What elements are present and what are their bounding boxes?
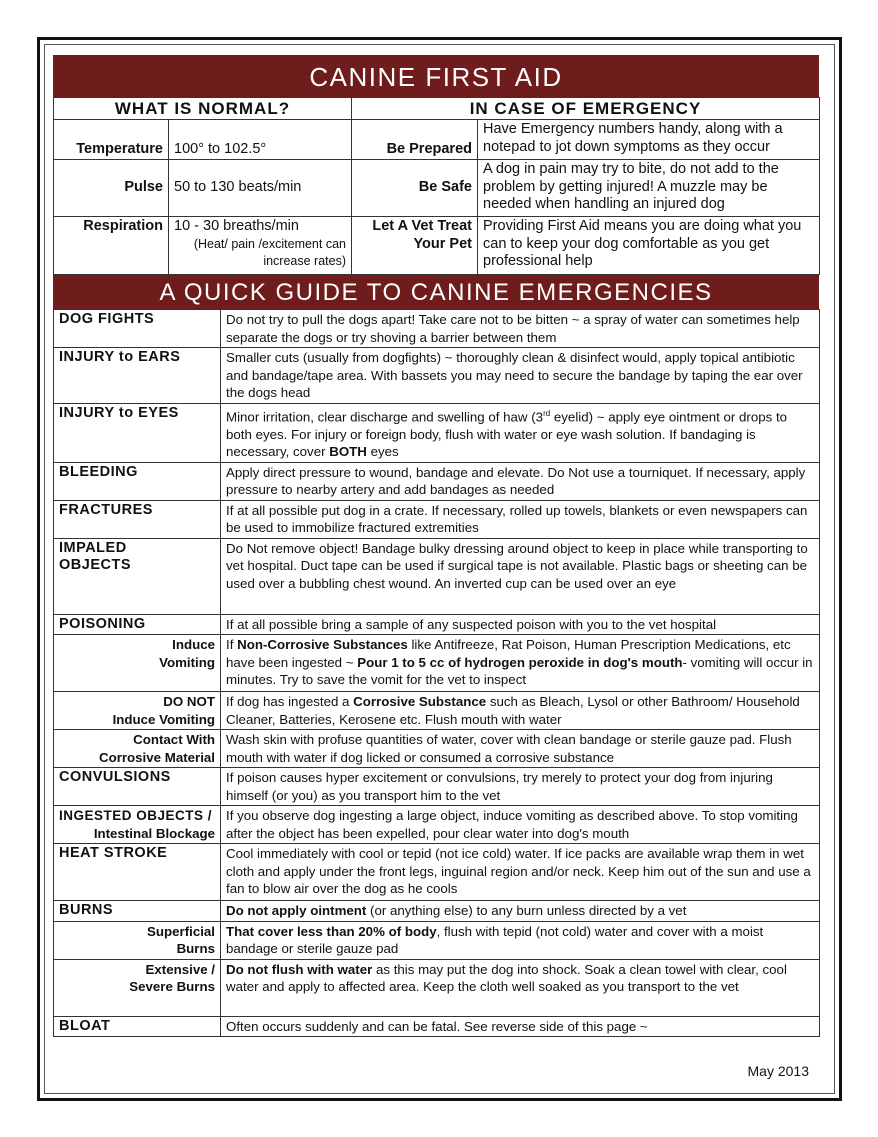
guide-label-line: INGESTED OBJECTS /	[59, 808, 213, 824]
guide-label: POISONING	[54, 614, 221, 635]
guide-label: HEAT STROKE	[54, 844, 221, 901]
guide-text: Do not try to pull the dogs apart! Take care not to be bitten ~ a spray of water can sometimes help separate the dogs or try shoving a barrier between them	[221, 310, 820, 348]
guide-text-part: , flush with tepid (not cold) water and cover with a moist bandage or sterile gauze pad	[226, 923, 764, 957]
guide-label: INJURY to EYES	[54, 404, 221, 463]
guide-text-bold: Do not apply ointment	[226, 903, 367, 919]
guide-text-part: If	[226, 637, 238, 653]
emergency-label: Be Safe	[352, 160, 478, 217]
guide-text-part: eyes	[366, 444, 399, 460]
guide-text-part: - vomiting will occur in minutes. Try to save the vomit for the vet to inspect	[226, 654, 813, 688]
normal-header: WHAT IS NORMAL?	[54, 98, 352, 120]
vital-value: 10 - 30 breaths/min	[174, 218, 299, 234]
guide-text-bold: Do not flush with water	[226, 961, 373, 977]
guide-label: BURNS	[54, 901, 221, 922]
guide-text	[221, 404, 820, 463]
guide-text	[221, 959, 820, 1016]
guide-label: BLEEDING	[54, 462, 221, 500]
emergency-text: Have Emergency numbers handy, along with a notepad to jot down symptoms as they occur	[478, 120, 820, 160]
vital-value: 50 to 130 beats/min	[169, 160, 352, 217]
guide-text: Smaller cuts (usually from dogfights) ~ thoroughly clean & disinfect would, apply topical antibiotic and bandage/tape area. With bassets you may need to secure the bandage by taping the ear over the dogs head	[221, 348, 820, 404]
guide-sublabel: Superficial Burns	[54, 921, 221, 959]
vital-cell	[169, 217, 352, 275]
guide-text	[221, 692, 820, 730]
guide-text-bold: Non-Corrosive Substances	[237, 637, 408, 653]
guide-text-part: Minor irritation, clear discharge and swelling of haw (3	[226, 409, 544, 425]
guide-text: If at all possible put dog in a crate. If necessary, rolled up towels, blankets or even newspapers can be used to immobilize fractured extremities	[221, 500, 820, 538]
vital-value: 100° to 102.5°	[169, 120, 352, 160]
guide-text	[221, 635, 820, 692]
guide-label: INJURY to EARS	[54, 348, 221, 404]
guide-text-part: eyelid) ~ apply eye ointment or drops to both eyes. For injury or foreign body, flush with water or eye wash solution. If bandaging is necessary, cover	[226, 409, 788, 460]
guide-label: IMPALED OBJECTS	[54, 538, 221, 614]
guide-label: CONVULSIONS	[54, 768, 221, 806]
guide-title: A QUICK GUIDE TO CANINE EMERGENCIES	[53, 275, 819, 309]
emergency-header: IN CASE OF EMERGENCY	[352, 98, 820, 120]
guide-text-part: If dog has ingested a	[226, 694, 354, 710]
guide-text: If poison causes hyper excitement or convulsions, try merely to protect your dog from injuring himself (or you) as you transport him to the vet	[221, 768, 820, 806]
guide-label	[54, 806, 221, 844]
guide-text: Do Not remove object! Bandage bulky dressing around object to keep in place while transporting to vet hospital. Duct tape can be used if surgical tape is not available. Plastic bags or sheeting can be used over a bubbling chest wound. An inverted cup can be used over an eye	[221, 538, 820, 614]
guide-sublabel	[54, 692, 221, 730]
emergency-guide-table	[53, 309, 820, 1037]
guide-text: Apply direct pressure to wound, bandage and elevate. Do Not use a tourniquet. If necessary, apply pressure to nearby artery and add bandages as needed	[221, 462, 820, 500]
page-title: CANINE FIRST AID	[53, 55, 819, 97]
guide-text	[221, 901, 820, 922]
emergency-text: A dog in pain may try to bite, do not add to the problem by getting injured! A muzzle may be needed when handling an injured dog	[478, 160, 820, 217]
first-aid-sheet	[53, 55, 819, 1037]
date-stamp: May 2013	[747, 1063, 809, 1079]
guide-sublabel-line: DO NOT	[163, 694, 215, 710]
guide-label: DOG FIGHTS	[54, 310, 221, 348]
vital-note: (Heat/ pain /excitement can increase rates)	[193, 236, 346, 268]
guide-text: Wash skin with profuse quantities of water, cover with clean bandage or sterile gauze pad. Flush mouth with water if dog licked or consumed a corrosive substance	[221, 730, 820, 768]
guide-label: BLOAT	[54, 1016, 221, 1037]
guide-text-part: (or anything else) to any burn unless directed by a vet	[366, 903, 687, 919]
guide-sublabel: Contact With Corrosive Material	[54, 730, 221, 768]
guide-text: If you observe dog ingesting a large object, induce vomiting as described above. To stop vomiting after the object has been expelled, pour clear water into dog's mouth	[221, 806, 820, 844]
guide-text-bold: That cover less than 20% of body	[226, 923, 437, 939]
vital-label: Pulse	[54, 160, 169, 217]
guide-text: Cool immediately with cool or tepid (not ice cold) water. If ice packs are available wrap them in wet cloth and apply under the front legs, inguinal region and/or neck. Keep him out of the sun and use a fan to blow air over the dog as he cools	[221, 844, 820, 901]
guide-label: FRACTURES	[54, 500, 221, 538]
guide-sublabel: Extensive / Severe Burns	[54, 959, 221, 1016]
guide-text	[221, 921, 820, 959]
guide-sublabel-line: Intestinal Blockage	[93, 825, 215, 841]
guide-text-bold: Pour 1 to 5 cc of hydrogen peroxide in dog's mouth	[357, 654, 683, 670]
guide-text: If at all possible bring a sample of any suspected poison with you to the vet hospital	[221, 614, 820, 635]
guide-text: Often occurs suddenly and can be fatal. See reverse side of this page ~	[221, 1016, 820, 1037]
guide-text-bold: BOTH	[329, 444, 367, 460]
guide-sublabel-line: Induce Vomiting	[112, 711, 215, 727]
normal-emergency-table	[53, 97, 820, 275]
emergency-text: Providing First Aid means you are doing what you can to keep your dog comfortable as you get professional help	[478, 217, 820, 275]
guide-text-part: as this may put the dog into shock. Soak a clean towel with clear, cool water and apply to affected area. Keep the cloth well soaked as you transport to the vet	[226, 961, 787, 995]
superscript: rd	[543, 409, 551, 418]
vital-label: Temperature	[54, 120, 169, 160]
guide-text-bold: Corrosive Substance	[353, 694, 487, 710]
guide-sublabel: Induce Vomiting	[54, 635, 221, 692]
guide-text-part: such as Bleach, Lysol or other Bathroom/ Household Cleaner, Batteries, Kerosene etc. Flush mouth with water	[226, 694, 800, 727]
emergency-label: Let A Vet Treat Your Pet	[352, 217, 478, 275]
guide-text-part: like Antifreeze, Rat Poison, Human Prescription Medications, etc have been ingested ~	[226, 637, 791, 670]
vital-label: Respiration	[54, 217, 169, 275]
emergency-label: Be Prepared	[352, 120, 478, 160]
